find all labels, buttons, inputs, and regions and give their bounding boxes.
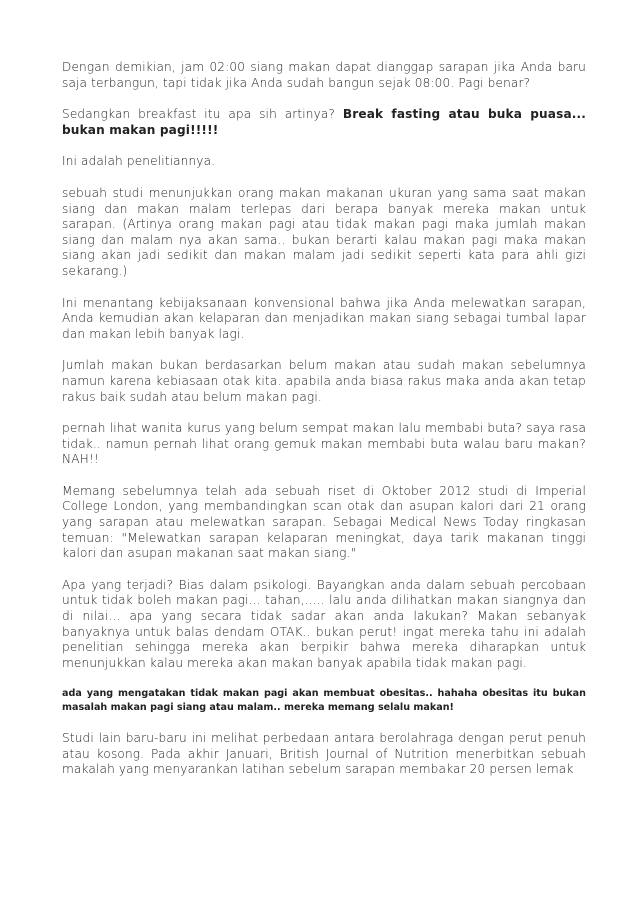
paragraph-2	[62, 107, 586, 138]
paragraph-4	[62, 186, 586, 280]
paragraph-9	[62, 578, 586, 672]
paragraph-8-text: Memang sebelumnya telah ada sebuah riset di Oktober 2012 studi di Imperial College London, yang membandingkan scan otak dan asupan kalori dari 21 orang yang sarapan atau melewatkan sarapan. Sebagai Medical News Today ringkasan temuan: "Melewatkan sarapan kelaparan meningkat, daya tarik makanan tinggi kalori dan asupan makanan saat makan siang."	[62, 483, 586, 561]
paragraph-10-small-bold	[62, 687, 586, 714]
paragraph-7	[62, 421, 586, 468]
paragraph-2-text: Sedangkan breakfast itu apa sih artinya?	[62, 107, 343, 122]
paragraph-3-text: Ini adalah penelitiannya.	[62, 154, 216, 169]
paragraph-11	[62, 731, 586, 778]
paragraph-10-text: ada yang mengatakan tidak makan pagi akan membuat obesitas.. hahaha obesitas itu bukan masalah makan pagi siang atau malam.. mereka memang selalu makan!	[62, 688, 586, 713]
paragraph-5-text: Ini menantang kebijaksanaan konvensional bahwa jika Anda melewatkan sarapan, Anda kemudian akan kelaparan dan menjadikan makan siang sebagai tumbal lapar dan makan lebih banyak lagi.	[62, 295, 586, 341]
paragraph-3	[62, 154, 586, 170]
paragraph-8	[62, 484, 586, 562]
paragraph-2-bold-text: Break fasting atau buka puasa... bukan makan pagi!!!!!	[62, 107, 586, 137]
paragraph-4-text: sebuah studi menunjukkan orang makan makanan ukuran yang sama saat makan siang dan makan malam terlepas dari berapa banyak mereka makan untuk sarapan. (Artinya orang makan pagi atau tidak makan pagi maka jumlah makan siang dan malam nya akan sama.. bukan berarti kalau makan pagi maka makan siang akan jadi sedikit dan makan malam jadi sedikit seperti kata para ahli gizi sekarang.)	[62, 185, 586, 278]
paragraph-6-text: Jumlah makan bukan berdasarkan belum makan atau sudah makan sebelumnya namun karena kebiasaan otak kita. apabila anda biasa rakus maka anda akan tetap rakus baik sudah atau belum makan pagi.	[62, 358, 586, 404]
paragraph-9-text: Apa yang terjadi? Bias dalam psikologi. Bayangkan anda dalam sebuah percobaan untuk tidak boleh makan pagi... tahan,..... lalu anda dilihatkan makan siangnya dan di nilai... apa yang secara tidak sadar akan anda lakukan? Makan sebanyak banyaknya untuk balas dendam OTAK.. bukan perut! ingat mereka tahu ini adalah penelitian sehingga mereka akan berpikir bahwa mereka diharapkan untuk menunjukkan kalau mereka akan makan banyak apabila tidak makan pagi.	[62, 577, 586, 670]
paragraph-11-text: Studi lain baru-baru ini melihat perbedaan antara berolahraga dengan perut penuh atau kosong. Pada akhir Januari, British Journal of Nutrition menerbitkan sebuah makalah yang menyarankan latihan sebelum sarapan membakar 20 persen lemak	[62, 731, 586, 777]
paragraph-6	[62, 358, 586, 405]
paragraph-5	[62, 296, 586, 343]
paragraph-7-text: pernah lihat wanita kurus yang belum sempat makan lalu membabi buta? saya rasa tidak.. namun pernah lihat orang gemuk makan membabi buta walau baru makan? NAH!!	[62, 421, 586, 467]
document-page	[62, 60, 586, 794]
paragraph-1-text: Dengan demikian, jam 02:00 siang makan dapat dianggap sarapan jika Anda baru saja terbangun, tapi tidak jika Anda sudah bangun sejak 08:00. Pagi benar?	[62, 60, 586, 90]
paragraph-1	[62, 60, 586, 91]
